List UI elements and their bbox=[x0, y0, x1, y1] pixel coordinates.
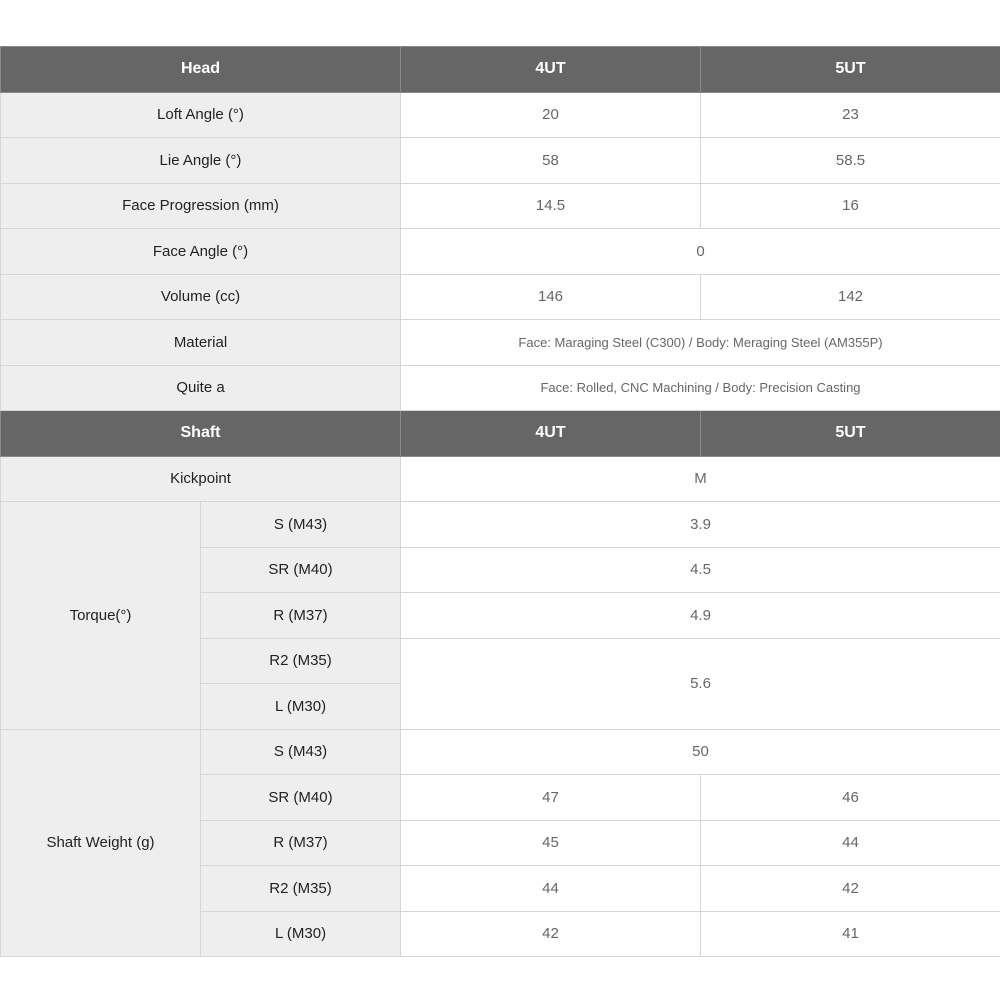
table-row bbox=[1, 183, 1000, 229]
flex-label: S (M43) bbox=[201, 502, 401, 548]
shaft-header-label: Shaft bbox=[1, 411, 401, 457]
cell-value: 5.6 bbox=[401, 638, 1000, 729]
cell-value: 58 bbox=[401, 138, 701, 184]
flex-label: R2 (M35) bbox=[201, 866, 401, 912]
cell-value: 44 bbox=[401, 866, 701, 912]
table-row bbox=[1, 274, 1000, 320]
flex-label: SR (M40) bbox=[201, 547, 401, 593]
group-label-torque: Torque(°) bbox=[1, 502, 201, 730]
row-label: Loft Angle (°) bbox=[1, 92, 401, 138]
cell-value: 50 bbox=[401, 729, 1000, 775]
flex-label: L (M30) bbox=[201, 684, 401, 730]
row-label: Material bbox=[1, 320, 401, 366]
cell-value: 16 bbox=[701, 183, 1000, 229]
cell-value: 142 bbox=[701, 274, 1000, 320]
cell-value: 42 bbox=[401, 911, 701, 957]
head-header-4ut: 4UT bbox=[401, 47, 701, 93]
row-label: Face Progression (mm) bbox=[1, 183, 401, 229]
cell-value: 23 bbox=[701, 92, 1000, 138]
shaft-header-row bbox=[1, 411, 1000, 457]
row-label: Quite a bbox=[1, 365, 401, 411]
cell-value: M bbox=[401, 456, 1000, 502]
flex-label: S (M43) bbox=[201, 729, 401, 775]
table-row bbox=[1, 502, 1000, 548]
table-row bbox=[1, 320, 1000, 366]
cell-value: 14.5 bbox=[401, 183, 701, 229]
cell-value: 3.9 bbox=[401, 502, 1000, 548]
cell-value: 20 bbox=[401, 92, 701, 138]
head-header-row bbox=[1, 47, 1000, 93]
table-row bbox=[1, 229, 1000, 275]
cell-value: Face: Maraging Steel (C300) / Body: Meraging Steel (AM355P) bbox=[401, 320, 1000, 366]
flex-label: R2 (M35) bbox=[201, 638, 401, 684]
table-row bbox=[1, 365, 1000, 411]
shaft-header-4ut: 4UT bbox=[401, 411, 701, 457]
spec-table bbox=[0, 46, 1000, 957]
group-label-shaft-weight: Shaft Weight (g) bbox=[1, 729, 201, 957]
cell-value: Face: Rolled, CNC Machining / Body: Precision Casting bbox=[401, 365, 1000, 411]
shaft-header-5ut: 5UT bbox=[701, 411, 1000, 457]
flex-label: SR (M40) bbox=[201, 775, 401, 821]
table-row bbox=[1, 138, 1000, 184]
cell-value: 41 bbox=[701, 911, 1000, 957]
table-row bbox=[1, 729, 1000, 775]
cell-value: 4.9 bbox=[401, 593, 1000, 639]
flex-label: R (M37) bbox=[201, 820, 401, 866]
cell-value: 47 bbox=[401, 775, 701, 821]
cell-value: 4.5 bbox=[401, 547, 1000, 593]
table-row bbox=[1, 456, 1000, 502]
flex-label: L (M30) bbox=[201, 911, 401, 957]
row-label: Lie Angle (°) bbox=[1, 138, 401, 184]
cell-value: 0 bbox=[401, 229, 1000, 275]
row-label: Face Angle (°) bbox=[1, 229, 401, 275]
cell-value: 44 bbox=[701, 820, 1000, 866]
table-row bbox=[1, 92, 1000, 138]
row-label: Kickpoint bbox=[1, 456, 401, 502]
flex-label: R (M37) bbox=[201, 593, 401, 639]
cell-value: 58.5 bbox=[701, 138, 1000, 184]
cell-value: 42 bbox=[701, 866, 1000, 912]
cell-value: 45 bbox=[401, 820, 701, 866]
cell-value: 46 bbox=[701, 775, 1000, 821]
cell-value: 146 bbox=[401, 274, 701, 320]
head-header-label: Head bbox=[1, 47, 401, 93]
head-header-5ut: 5UT bbox=[701, 47, 1000, 93]
row-label: Volume (cc) bbox=[1, 274, 401, 320]
